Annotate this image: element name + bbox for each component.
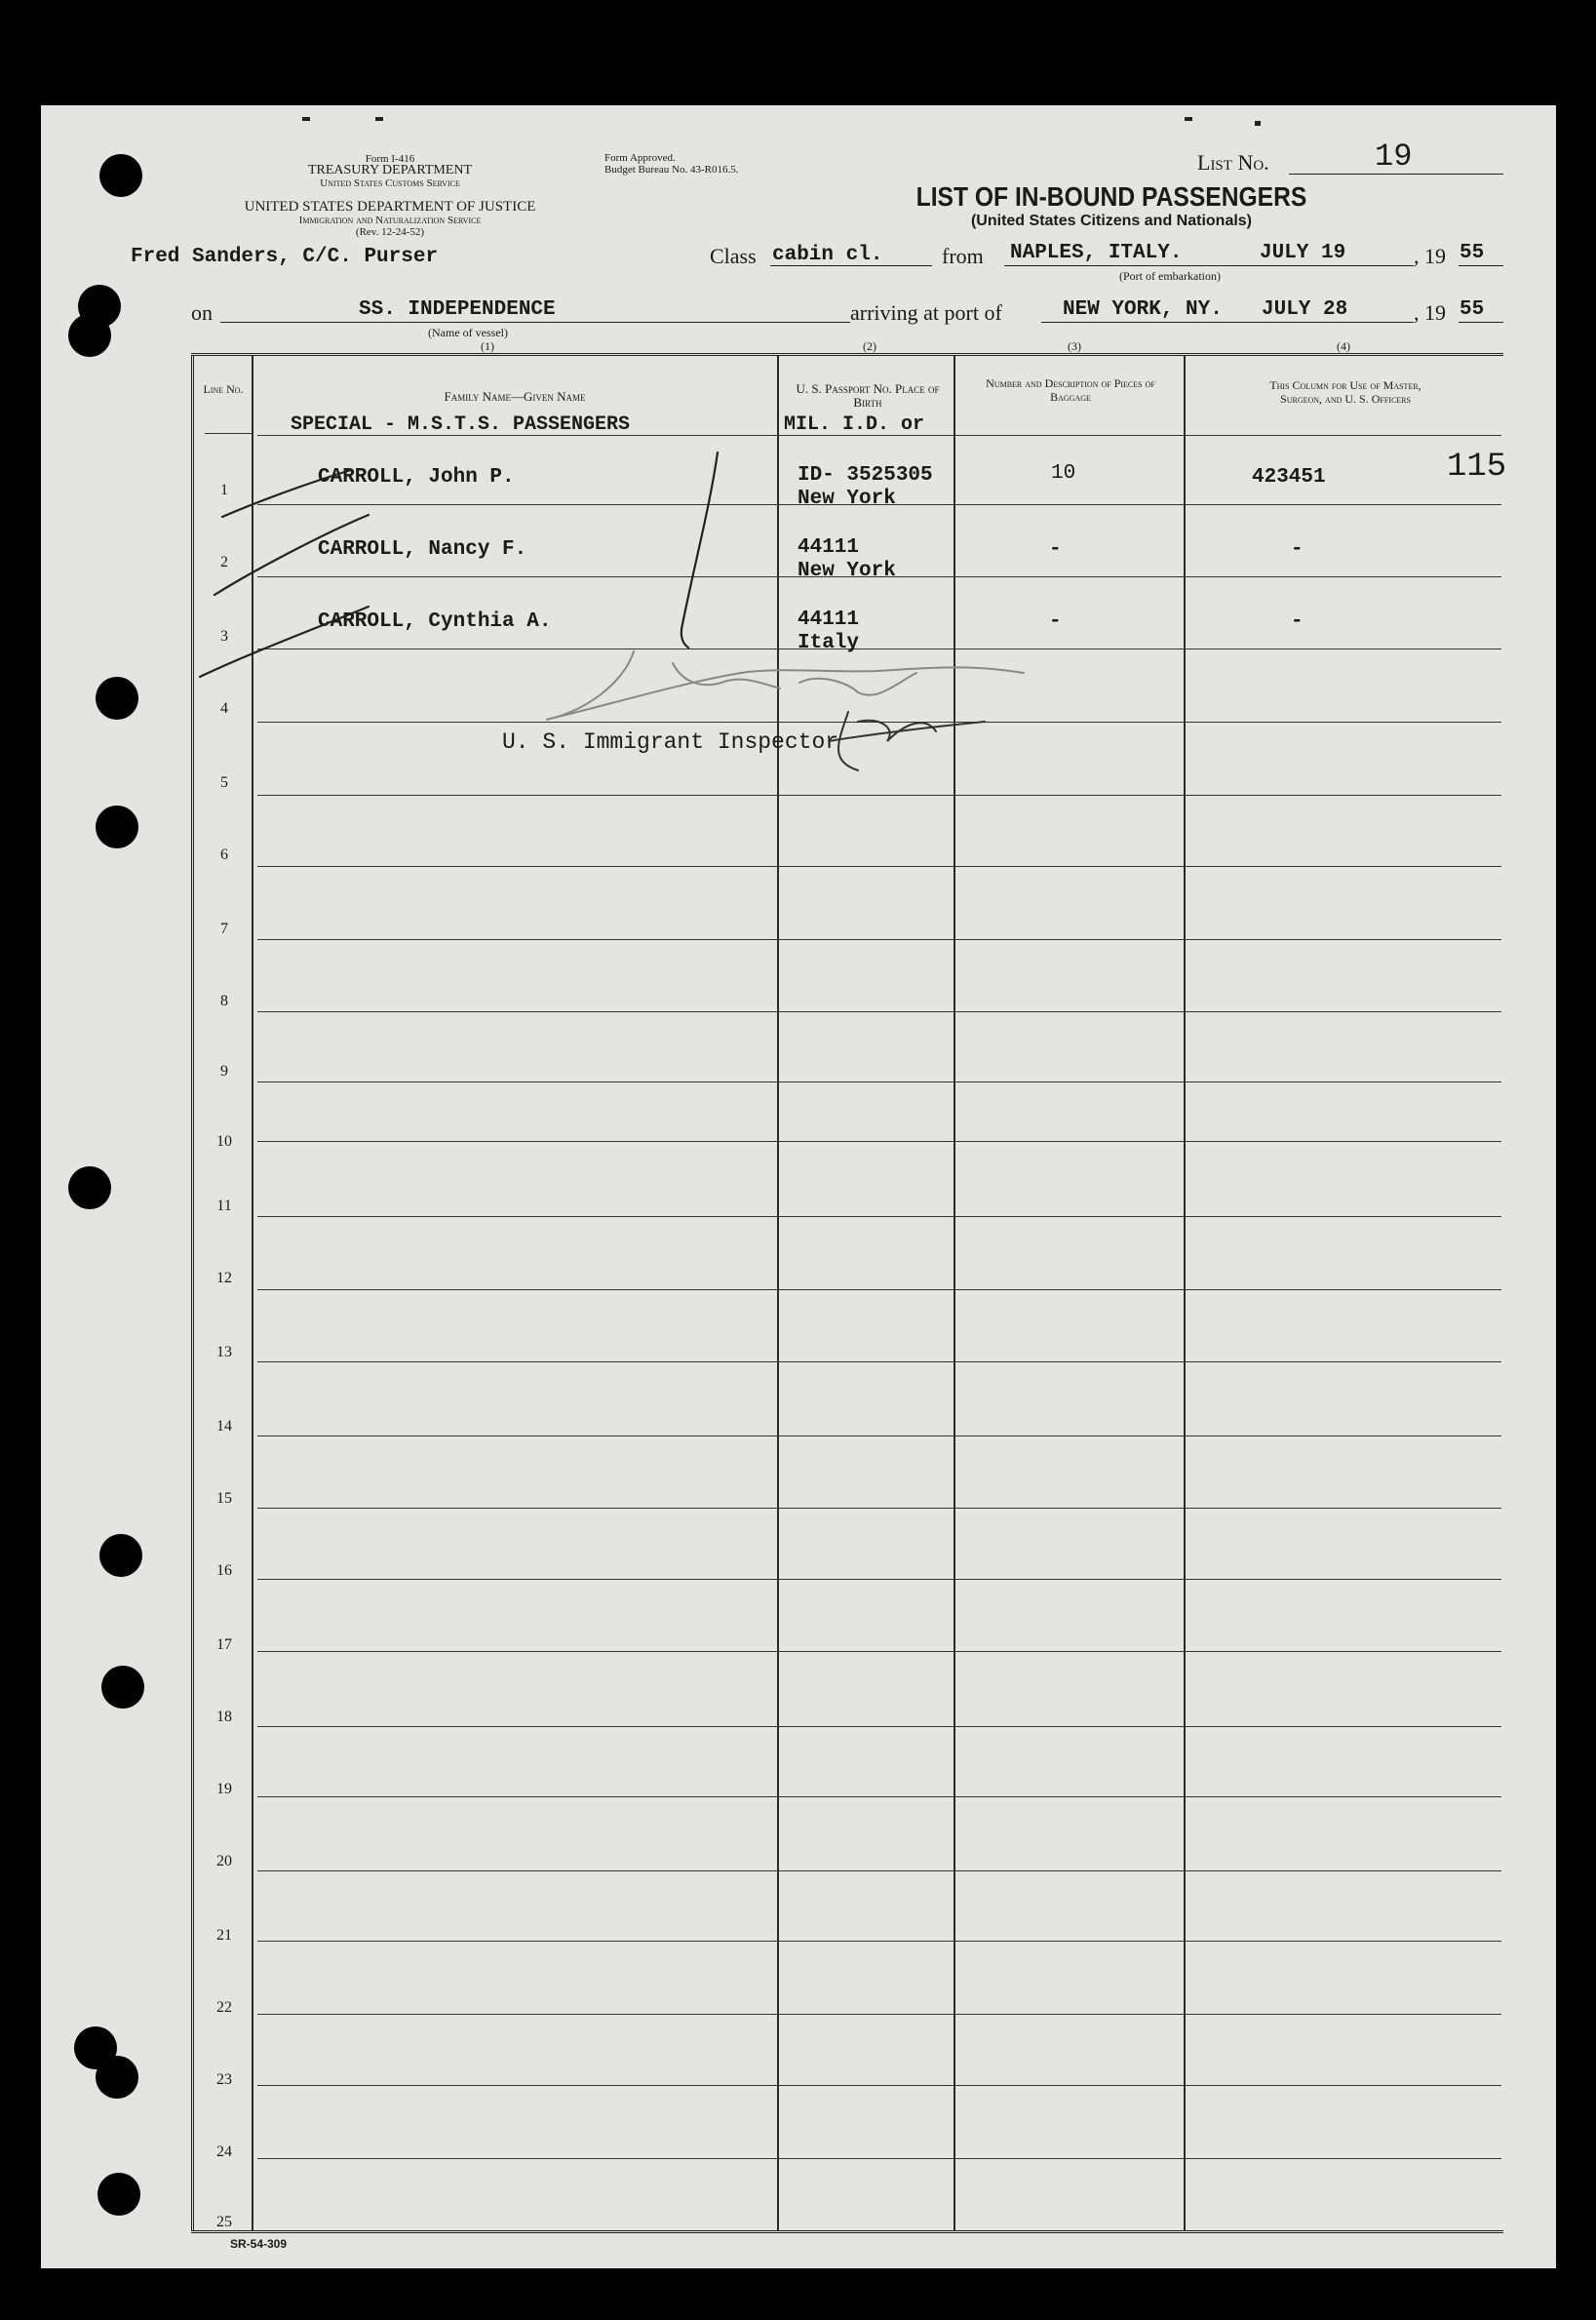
inspector-initials <box>829 712 985 770</box>
passenger-name: CARROLL, Nancy F. <box>318 538 527 561</box>
inspector-signature <box>546 651 1024 720</box>
passenger-birthplace: Italy <box>798 632 860 654</box>
revision: (Rev. 12-24-52) <box>355 226 425 238</box>
passenger-baggage: - <box>1049 538 1062 561</box>
line-number: 24 <box>216 2143 232 2160</box>
from-date: JULY 19 <box>1260 242 1346 264</box>
line-number: 18 <box>216 1709 232 1725</box>
col-num-4: (4) <box>1337 339 1350 353</box>
form-code: SR-54-309 <box>230 2237 288 2251</box>
year-prefix-2: , 19 <box>1414 300 1446 325</box>
list-no-value: 19 <box>1375 138 1413 175</box>
group-label: SPECIAL - M.S.T.S. PASSENGERS <box>291 413 631 436</box>
line-number: 14 <box>216 1418 232 1435</box>
passenger-name: CARROLL, John P. <box>318 466 515 489</box>
line-number: 16 <box>216 1562 232 1579</box>
passenger-birthplace: New York <box>798 488 896 510</box>
line-number: 11 <box>216 1198 232 1214</box>
line-number: 1 <box>220 482 228 498</box>
form-number: Form I-416 <box>365 153 415 165</box>
line-number: 6 <box>220 846 228 863</box>
ins-service: Immigration and Naturalization Service <box>298 215 482 226</box>
check-mark <box>214 515 369 595</box>
passenger-officer-no: - <box>1291 538 1304 561</box>
line-number: 7 <box>220 921 228 937</box>
year-2: 55 <box>1460 298 1485 321</box>
passenger-birthplace: New York <box>798 560 896 582</box>
year-1: 55 <box>1460 242 1485 264</box>
purser-signature: Fred Sanders, C/C. Purser <box>131 246 439 268</box>
vessel-name: SS. INDEPENDENCE <box>359 298 556 321</box>
passenger-name: CARROLL, Cynthia A. <box>318 610 552 633</box>
line-number: 20 <box>216 1853 232 1869</box>
col-num-1: (1) <box>481 339 494 353</box>
budget-bureau: Budget Bureau No. 43-R016.5. <box>604 164 739 176</box>
group-id-label: MIL. I.D. or <box>784 413 925 436</box>
arrival-port: NEW YORK, NY. <box>1063 298 1223 321</box>
line-number: 19 <box>216 1781 232 1797</box>
line-number: 22 <box>216 1999 232 2016</box>
line-number: 8 <box>220 993 228 1009</box>
passenger-officer-no: - <box>1291 610 1304 633</box>
justice-dept: UNITED STATES DEPARTMENT OF JUSTICE <box>244 199 536 215</box>
line-number: 2 <box>220 554 228 570</box>
col-header-officers: This Column for Use of Master, Surgeon, and U. S. Officers <box>1269 378 1421 406</box>
form-title: LIST OF IN-BOUND PASSENGERS <box>915 181 1307 212</box>
check-mark <box>222 470 351 517</box>
check-mark <box>200 607 369 677</box>
passenger-id: 44111 <box>798 536 860 559</box>
arrival-date: JULY 28 <box>1262 298 1348 321</box>
class-label: Class <box>710 244 757 268</box>
col-num-2: (2) <box>863 339 876 353</box>
class-value: cabin cl. <box>772 244 883 266</box>
inspector-title: U. S. Immigrant Inspector <box>502 729 839 755</box>
on-label: on <box>191 300 213 325</box>
line-number: 4 <box>220 700 228 717</box>
passenger-id: ID- 3525305 <box>798 464 933 487</box>
col-header-baggage: Number and Description of Pieces of Baggage <box>986 376 1155 404</box>
col-header-name: Family Name—Given Name <box>444 389 586 404</box>
line-number: 5 <box>220 774 228 791</box>
form-subtitle: (United States Citizens and Nationals) <box>970 213 1253 229</box>
col-header-line-no: Line No. <box>203 382 244 396</box>
col-num-3: (3) <box>1068 339 1081 353</box>
list-no-label: List No. <box>1197 150 1269 175</box>
customs-service: United States Customs Service <box>320 177 460 189</box>
line-number: 9 <box>220 1063 228 1080</box>
line-number: 13 <box>216 1344 232 1360</box>
bracket-mark <box>681 452 718 648</box>
line-number: 25 <box>216 2214 232 2230</box>
line-number: 21 <box>216 1927 232 1944</box>
arriving-label: arriving at port of <box>850 300 1002 325</box>
vessel-note: (Name of vessel) <box>428 326 508 339</box>
passenger-officer-no: 423451 <box>1252 466 1326 489</box>
passenger-baggage: - <box>1049 610 1062 633</box>
line-number: 10 <box>216 1133 232 1150</box>
form-approved: Form Approved. <box>604 152 676 164</box>
line-number: 23 <box>216 2071 232 2088</box>
year-prefix-1: , 19 <box>1414 244 1446 268</box>
from-label: from <box>942 244 984 268</box>
line-number: 15 <box>216 1490 232 1507</box>
from-port: NAPLES, ITALY. <box>1010 242 1183 264</box>
line-number: 3 <box>220 628 228 645</box>
col-header-passport: U. S. Passport No. Place of Birth <box>796 381 940 410</box>
line-number: 17 <box>216 1636 232 1653</box>
treasury-dept: TREASURY DEPARTMENT <box>307 163 473 177</box>
margin-number: 115 <box>1447 449 1507 486</box>
passenger-baggage: 10 <box>1051 462 1076 485</box>
port-embark-note: (Port of embarkation) <box>1119 269 1221 283</box>
passenger-id: 44111 <box>798 609 860 631</box>
line-number: 12 <box>216 1270 232 1286</box>
